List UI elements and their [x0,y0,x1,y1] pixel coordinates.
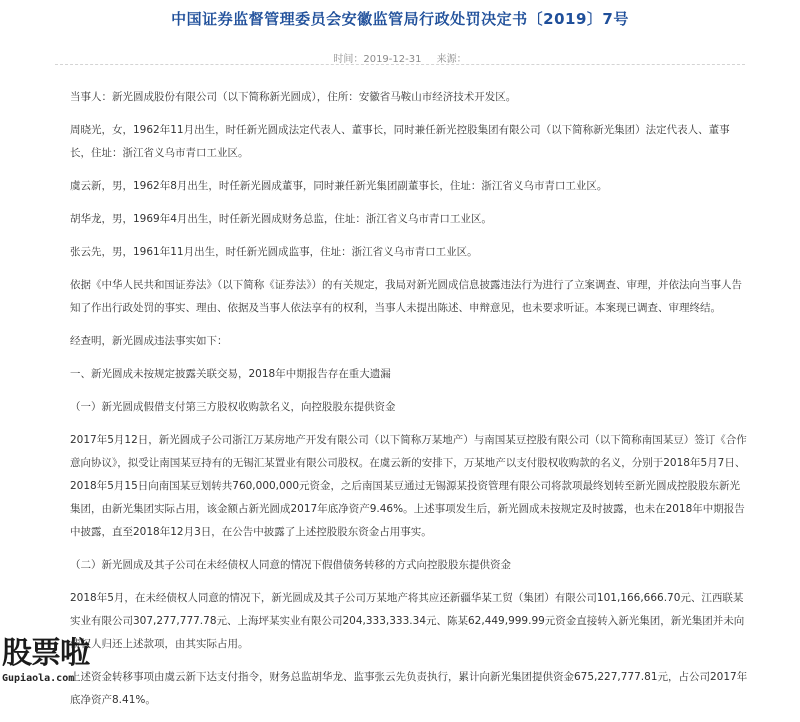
party-zhang: 张云先，男，1961年11月出生，时任新光圆成监事，住址：浙江省义乌市青口工业区。 [70,246,478,258]
party-hu: 胡华龙，男，1969年4月出生，时任新光圆成财务总监，住址：浙江省义乌市青口工业区。 [70,213,492,225]
article-meta [0,50,800,65]
page-title: 中国证券监督管理委员会安徽监管局行政处罚决定书〔2019〕7号 [171,10,629,28]
title-divider [55,64,745,65]
subsection-2-heading: （二）新光圆成及其子公司在未经债权人同意的情况下假借债务转移的方式向控股股东提供资金 [70,559,511,571]
subsection-2-body: 2018年5月，在未经债权人同意的情况下，新光圆成及其子公司万某地产将其应还新疆华某工贸（集团）有限公司101,166,666.70元、江西联某实业有限公司307,277,777.78元、上海坪某实业有限公司204,333,333.34元、陈某62,449,999.99元资金直接转入新光集团，新光集团并未向债权人归还上述款项，由其实际占用。 [70,592,745,650]
article-body [70,86,750,722]
party-zhou: 周晓光，女，1962年11月出生，时任新光圆成法定代表人、董事长，同时兼任新光控股集团有限公司（以下简称新光集团）法定代表人、董事长，住址：浙江省义乌市青口工业区。 [70,124,730,159]
subsection-1-body: 2017年5月12日，新光圆成子公司浙江万某房地产开发有限公司（以下简称万某地产）与南国某豆控股有限公司（以下简称南国某豆）签订《合作意向协议》，拟受让南国某豆持有的无锡汇某置业有限公司股权。在虞云新的安排下，万某地产以支付股权收购款的名义，分别于2018年5月7日、2018年5月15日向南国某豆划转共760,000,000元资金，之后南国某豆通过无锡源某投资管理有限公司将款项最终划转至新光圆成控股股东新光集团，由新光集团实际占用，该金额占新光圆成2017年底净资产9.46%。上述事项发生后，新光圆成未按规定及时披露，也未在2018年中期报告中披露，直至2018年12月3日，在公告中披露了上述控股股东资金占用事实。 [70,434,747,538]
party-yu: 虞云新，男，1962年8月出生，时任新光圆成董事，同时兼任新光集团副董事长，住址：浙江省义乌市青口工业区。 [70,180,608,192]
source-label: 来源： [436,54,467,65]
site-watermark [2,636,122,692]
findings-intro: 经查明，新光圆成违法事实如下： [70,335,228,347]
section-1-heading: 一、新光圆成未按规定披露关联交易，2018年中期报告存在重大遗漏 [70,368,391,380]
party-company: 当事人：新光圆成股份有限公司（以下简称新光圆成），住所：安徽省马鞍山市经济技术开发区。 [70,91,517,103]
publish-time: 时间：2019-12-31 [333,54,422,65]
legal-basis: 依据《中华人民共和国证券法》（以下简称《证券法》）的有关规定，我局对新光圆成信息披露违法行为进行了立案调查、审理，并依法向当事人告知了作出行政处罚的事实、理由、依据及当事人依法享有的权利，当事人未提出陈述、申辩意见，也未要求听证。本案现已调查、审理终结。 [70,279,742,314]
watermark-url: Gupiaola.com [2,673,75,684]
subsection-2-body-cont: 上述资金转移事项由虞云新下达支付指令，财务总监胡华龙、监事张云先负责执行，累计向新光集团提供资金675,227,777.81元，占公司2017年底净资产8.41%。 [70,671,748,706]
watermark-logo: 股票啦 [2,636,89,671]
subsection-1-heading: （一）新光圆成假借支付第三方股权收购款名义，向控股股东提供资金 [70,401,396,413]
